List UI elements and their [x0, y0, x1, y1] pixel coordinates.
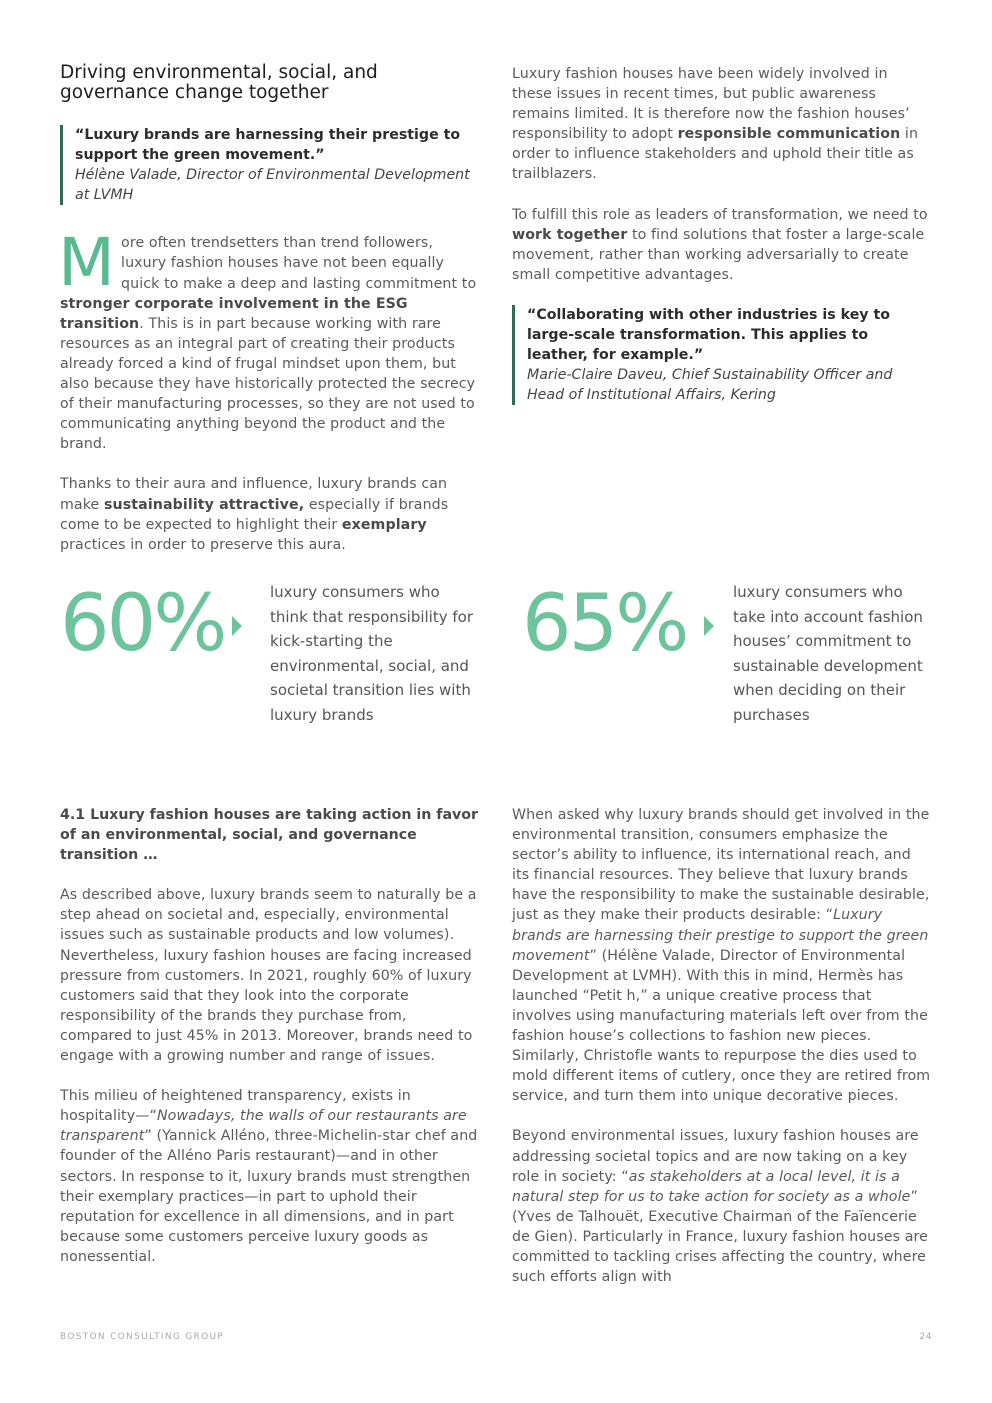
quote-text: “Collaborating with other industries is key to large-scale transformation. This applies to leather, for example.”: [527, 306, 891, 364]
stat-label: luxury consumers who think that responsibility for kick-starting the environmental, social, and societal transition lies with luxury brands: [270, 583, 473, 724]
stat-label: luxury consumers who take into account fashion houses’ commitment to sustainable development when deciding on their purchases: [733, 583, 923, 724]
quote-author: Marie-Claire Daveu, Chief Sustainability Officer and Head of Institutional Affairs, Kering: [527, 367, 893, 404]
stat-block-65: [522, 580, 942, 740]
pressure-paragraph: As described above, luxury brands seem to naturally be a step ahead on societal and, especially, environmental issues such as sustainable products and low volumes). Nevertheless, luxury fashion houses are facing increased pressure from customers. In 2021, roughly 60% of luxury customers said that they look into the corporate responsibility of the brands they purchase from, compared to just 45% in 2013. Moreover, brands need to engage with a growing number and range of issues.: [60, 887, 477, 1065]
subsection-heading: 4.1 Luxury fashion houses are taking action in favor of an environmental, social, and governance transition …: [60, 807, 479, 864]
bottom-right-column: [512, 805, 932, 1307]
pull-quote-kering: [512, 305, 932, 405]
quote-author: Hélène Valade, Director of Environmental Development at LVMH: [75, 167, 470, 204]
intro-paragraph: More often trendsetters than trend followers, luxury fashion houses have not been equally quick to make a deep and lasting commitment to stronger corporate involvement in the ESG transition. This is in part because working with rare resources as an integral part of creating their products already forced a kind of frugal mindset upon them, but also because they have historically protected the secrecy of their manufacturing processes, so they are not used to communicating anything beyond the product and the brand.: [58, 224, 477, 453]
stat-block-60: [60, 580, 480, 740]
section-title: Driving environmental, social, and governance change together: [60, 62, 378, 103]
arrow-right-icon: [232, 616, 242, 636]
consumers-paragraph: When asked why luxury brands should get involved in the environmental transition, consumers emphasize the sector’s ability to influence, its international reach, and its financial resources. They believe that luxury brands have the responsibility to make the sustainable desirable, just as they make their products desirable: “Luxury brands are harnessing their prestige to support the green movement” (Hélène Valade, Director of Environmental Development at LVMH). With this in mind, Hermès has launched “Petit h,” a unique creative process that involves using manufacturing materials left over from the fashion house’s collections to fashion new pieces. Similarly, Christofle wants to repurpose the dies used to mold different items of cutlery, once they are retired from service, and turn them into unique decorative pieces.: [512, 807, 931, 1105]
aura-paragraph: Thanks to their aura and influence, luxury brands can make sustainability attractive, especially if brands come to be expected to highlight their exemplary practices in order to preserve this aura.: [60, 476, 449, 553]
stat-value: 65%: [522, 579, 687, 669]
communication-paragraph: Luxury fashion houses have been widely involved in these issues in recent times, but public awareness remains limited. It is therefore now the fashion houses’ responsibility to adopt responsible communication in order to influence stakeholders and uphold their title as trailblazers.: [512, 66, 919, 183]
quote-text: “Luxury brands are harnessing their prestige to support the green movement.”: [75, 127, 461, 164]
bottom-left-column: [60, 805, 480, 1287]
top-left-column: [60, 63, 480, 575]
drop-cap: M: [58, 224, 116, 302]
societal-paragraph: Beyond environmental issues, luxury fashion houses are addressing societal topics and are now taking on a key role in society: “as stakeholders at a local level, it is a natural step for us to take action for society as a whole” (Yves de Talhouët, Executive Chairman of the Faïencerie de Gien). Particularly in France, luxury fashion houses are committed to tackling crises affecting the country, where such efforts align with: [512, 1128, 928, 1286]
pull-quote-lvmh: [60, 125, 480, 205]
footer-brand: BOSTON CONSULTING GROUP: [60, 1332, 225, 1342]
stat-value: 60%: [60, 579, 225, 669]
top-right-column: [512, 64, 932, 427]
transparency-paragraph: This milieu of heightened transparency, exists in hospitality—“Nowadays, the walls of our restaurants are transparent” (Yannick Alléno, three-Michelin-star chef and founder of the Alléno Paris restaurant)—and in other sectors. In response to it, luxury brands must strengthen their exemplary practices—in part to uphold their reputation for excellence in all dimensions, and in part because some customers perceive luxury goods as nonessential.: [60, 1088, 478, 1265]
work-together-paragraph: To fulfill this role as leaders of transformation, we need to work together to find solutions that foster a large-scale movement, rather than working adversarially to create small competitive advantages.: [512, 206, 928, 283]
arrow-right-icon: [704, 616, 714, 636]
page-number: 24: [919, 1332, 932, 1342]
